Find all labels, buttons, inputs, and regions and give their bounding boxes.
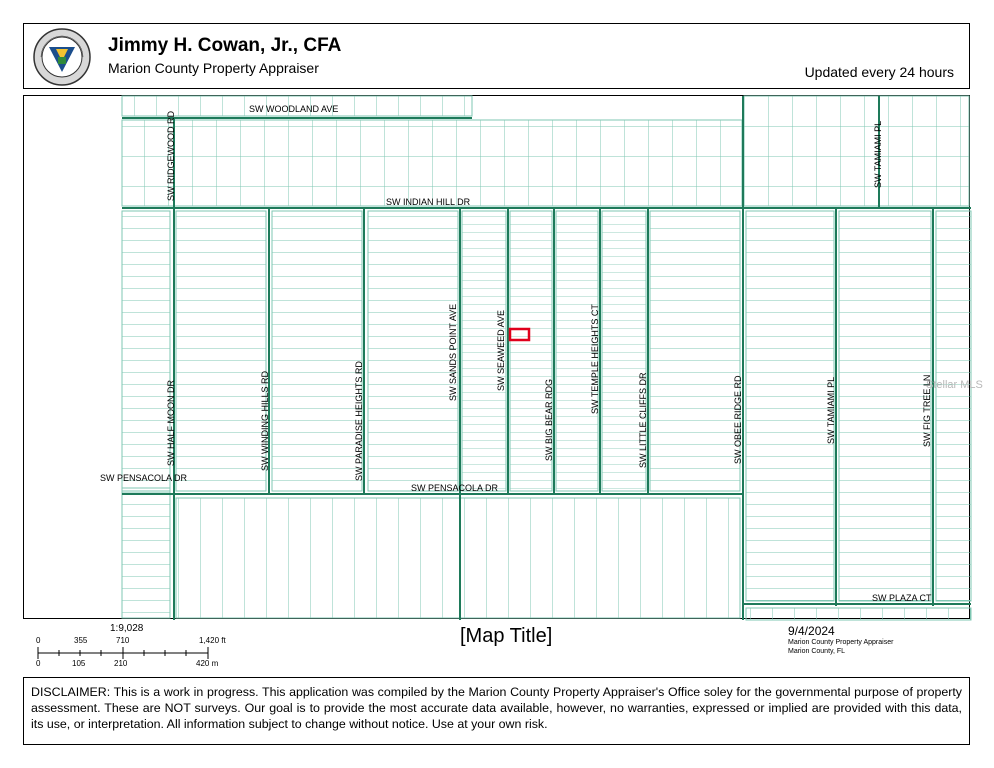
date-block: [788, 624, 893, 656]
road-label-tamiami: SW TAMIAMI PL: [826, 376, 836, 444]
watermark: Stellar MLS: [926, 379, 983, 391]
road-label-big-bear: SW BIG BEAR RDG: [544, 378, 554, 461]
page-subtitle: Marion County Property Appraiser: [108, 60, 319, 76]
scale-m-0: 0: [36, 659, 41, 668]
road-label-little-cliffs: SW LITTLE CLIFFS DR: [638, 372, 648, 468]
road-label-pensacola: SW PENSACOLA DR: [411, 483, 499, 493]
road-label-paradise-heights: SW PARADISE HEIGHTS RD: [354, 361, 364, 481]
parcel-blocks: [122, 96, 971, 620]
print-date: 9/4/2024: [788, 624, 835, 638]
road-label-indian-hill: SW INDIAN HILL DR: [386, 197, 471, 207]
road-label-pensacola-left: SW PENSACOLA DR: [100, 473, 188, 483]
road-label-ridgewood: SW RIDGEWOOD RD: [166, 111, 176, 201]
road-label-plaza: SW PLAZA CT: [872, 593, 932, 603]
scale-ruler: [30, 646, 230, 660]
scale-ft-2: 710: [116, 636, 130, 645]
footer-location: Marion County, FL: [788, 648, 846, 655]
scale-bar: [30, 623, 270, 671]
header: [23, 23, 970, 89]
road-label-tamiami-top: SW TAMIAMI PL: [873, 120, 883, 188]
disclaimer: DISCLAIMER: This is a work in progress. This application was compiled by the Marion County Property Appraiser's Office soley for the governmental purpose of property assessment. These are NOT surveys. Our goal is to provide the most accurate data available, however, no warranties, expressed or implied are provided with this data, its use, or interpretation. All information subject to change without notice. Use at your own risk.: [23, 677, 970, 745]
road-label-fig-tree: SW FIG TREE LN: [922, 374, 932, 447]
page-title: Jimmy H. Cowan, Jr., CFA: [108, 35, 342, 56]
scale-m-2: 210: [114, 659, 128, 668]
update-notice: Updated every 24 hours: [804, 64, 954, 80]
scale-ft-1: 355: [74, 636, 88, 645]
road-label-seaweed: SW SEAWEED AVE: [496, 309, 506, 391]
scale-ft-3: 1,420 ft: [199, 636, 226, 645]
road-label-half-moon: SW HALF MOON DR: [166, 379, 176, 466]
road-label-temple-heights: SW TEMPLE HEIGHTS CT: [590, 304, 600, 414]
parcel-map[interactable]: [23, 95, 983, 619]
county-seal-logo: [32, 27, 92, 87]
footer-org: Marion County Property Appraiser: [788, 639, 894, 646]
road-label-woodland: SW WOODLAND AVE: [249, 104, 339, 114]
scale-ft-0: 0: [36, 636, 41, 645]
road-label-obee-ridge: SW OBEE RIDGE RD: [733, 375, 743, 464]
road-label-winding-hills: SW WINDING HILLS RD: [260, 370, 270, 471]
map-canvas[interactable]: [24, 96, 983, 620]
scale-m-3: 420 m: [196, 659, 219, 668]
road-label-sands-point: SW SANDS POINT AVE: [448, 303, 458, 401]
scale-ratio: 1:9,028: [110, 623, 144, 634]
map-title: [Map Title]: [460, 625, 553, 647]
scale-m-1: 105: [72, 659, 86, 668]
